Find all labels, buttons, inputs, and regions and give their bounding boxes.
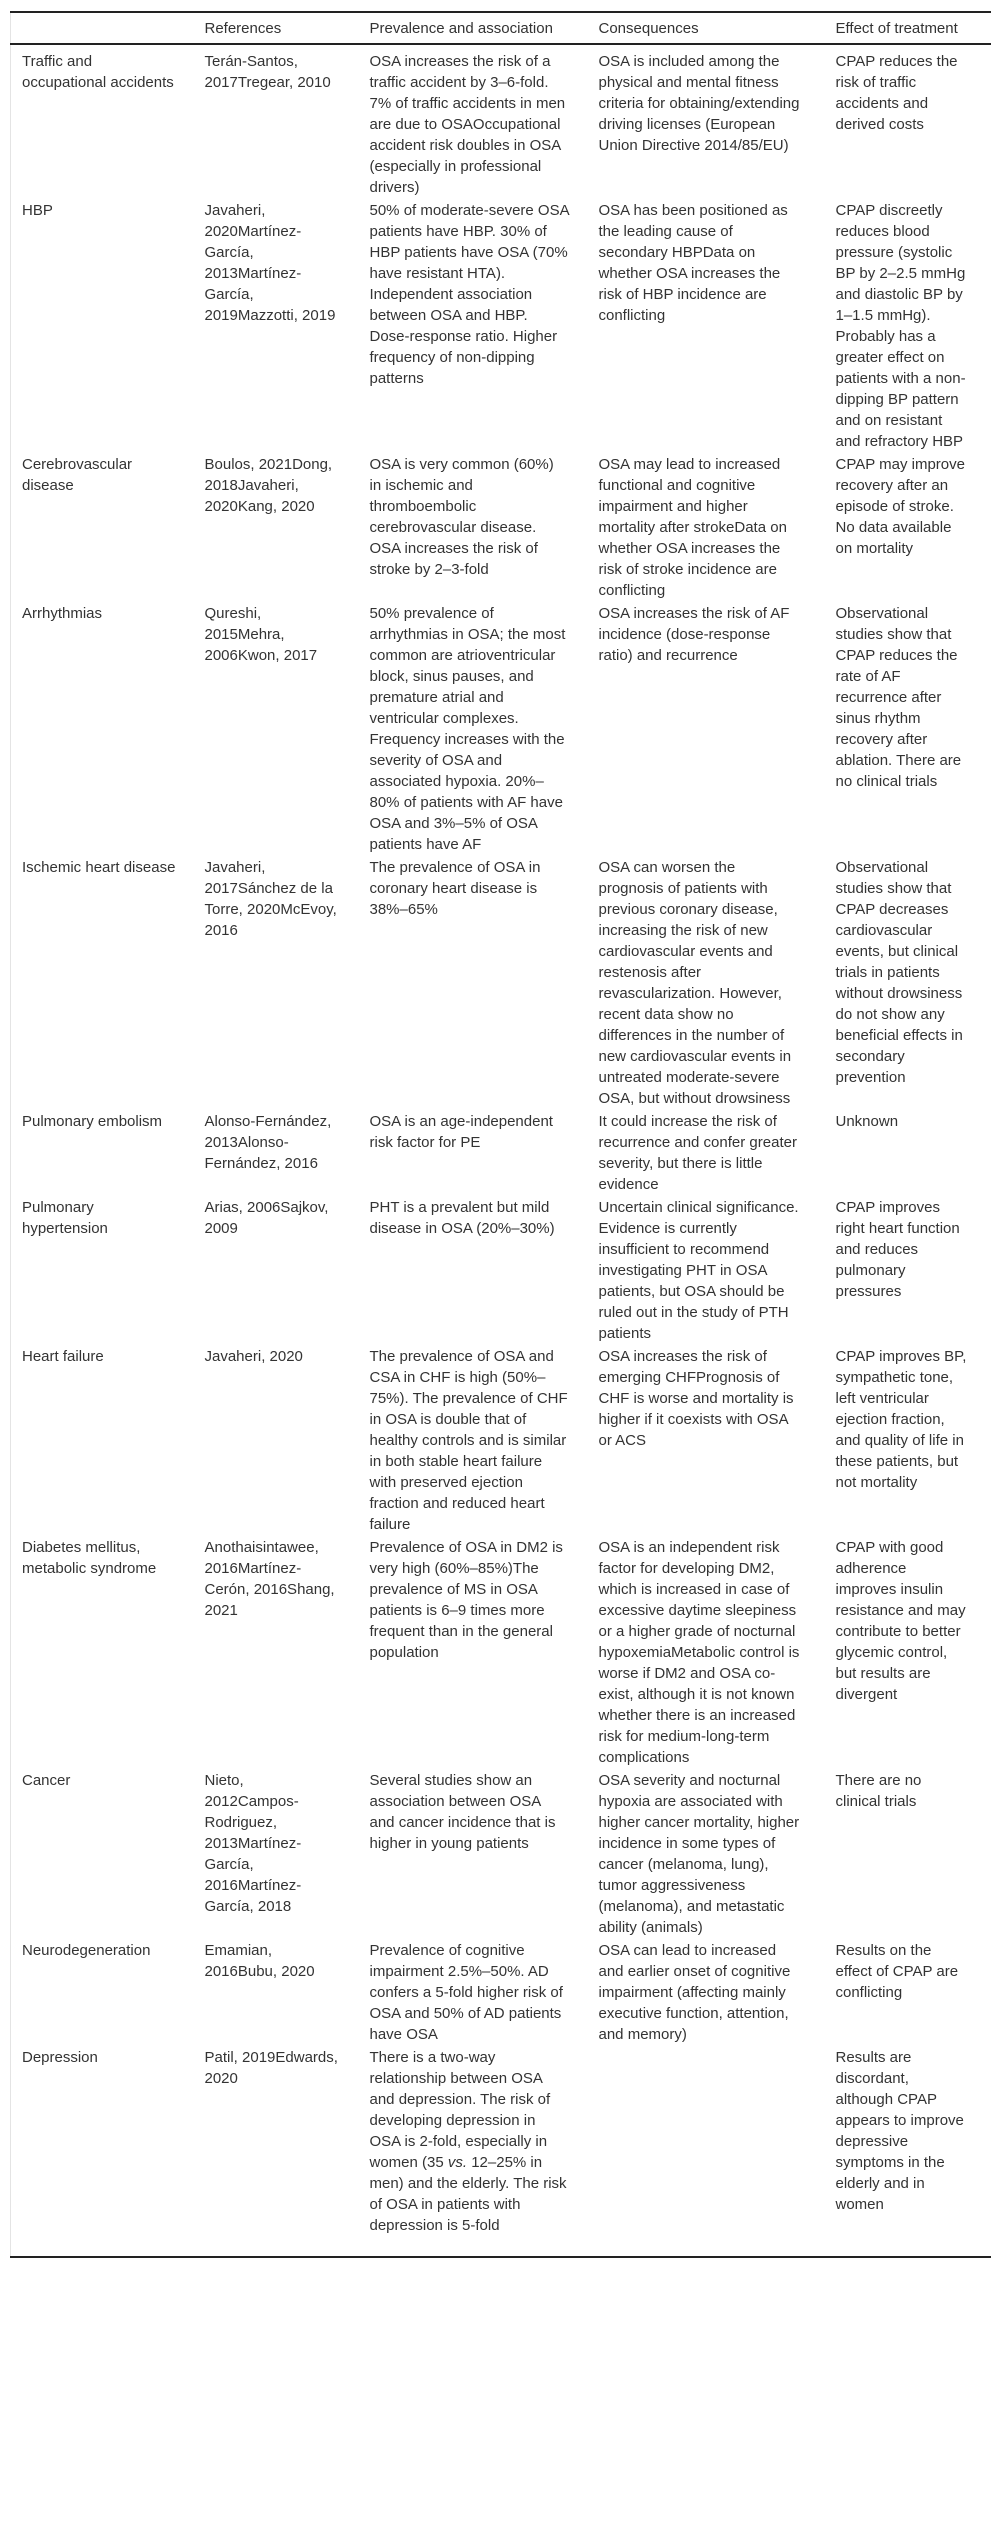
consequences-cell: OSA increases the risk of emerging CHFPrognosis of CHF is worse and mortality is higher if it coexists with OSA or ACS bbox=[598, 1348, 794, 1449]
table-row bbox=[11, 1939, 991, 2046]
condition-cell: HBP bbox=[22, 202, 53, 219]
consequences-cell: OSA is an independent risk factor for developing DM2, which is increased in case of excessive daytime sleepiness or a higher grade of nocturnal hypoxemiaMetabolic control is worse if DM2 and OSA co-exist, although it is not known whether there is an increased risk for medium-long-term complications bbox=[598, 1539, 800, 1766]
references-cell: Javaheri, 2020 bbox=[204, 1348, 303, 1365]
header-references: References bbox=[204, 20, 282, 37]
condition-cell: Arrhythmias bbox=[22, 605, 103, 622]
treatment-effect-cell: CPAP improves right heart function and reduces pulmonary pressures bbox=[835, 1199, 960, 1300]
consequences-cell: OSA may lead to increased functional and cognitive impairment and higher mortality after strokeData on whether OSA increases the risk of stroke incidence are conflicting bbox=[598, 456, 787, 599]
consequences-cell: OSA can lead to increased and earlier onset of cognitive impairment (affecting mainly executive function, attention, and memory) bbox=[598, 1942, 791, 2043]
italic-text: vs. bbox=[447, 2154, 468, 2171]
treatment-effect-cell: CPAP improves BP, sympathetic tone, left ventricular ejection fraction, and quality of life in these patients, but not mortality bbox=[835, 1348, 967, 1491]
treatment-effect-cell: CPAP with good adherence improves insulin resistance and may contribute to better glycemic control, but results are divergent bbox=[835, 1539, 966, 1703]
prevalence-cell: OSA increases the risk of a traffic accident by 3–6-fold. 7% of traffic accidents in men are due to OSAOccupational accident risk doubles in OSA (especially in professional drivers) bbox=[369, 53, 566, 196]
condition-cell: Heart failure bbox=[22, 1348, 104, 1365]
consequences-cell: OSA severity and nocturnal hypoxia are associated with higher cancer mortality, higher incidence in some types of cancer (melanoma, lung), tumor aggressiveness (melanoma), and metastatic ability (animals) bbox=[598, 1772, 800, 1936]
condition-cell: Cerebrovascular disease bbox=[22, 456, 133, 494]
references-cell: Patil, 2019Edwards, 2020 bbox=[204, 2049, 338, 2087]
references-cell: Nieto, 2012Campos-Rodriguez, 2013Martínez-García, 2016Martínez-García, 2018 bbox=[204, 1772, 302, 1915]
table-row bbox=[11, 1769, 991, 1939]
cell-text: There is a two-way relationship between OSA and depression. The risk of developing depression in OSA is 2-fold, especially in women (35 bbox=[369, 2049, 551, 2171]
references-cell: Arias, 2006Sajkov, 2009 bbox=[204, 1199, 329, 1237]
treatment-effect-cell: Results are discordant, although CPAP appears to improve depressive symptoms in the elderly and in women bbox=[835, 2049, 964, 2213]
prevalence-cell: 50% prevalence of arrhythmias in OSA; the most common are atrioventricular block, sinus pauses, and premature atrial and ventricular complexes. Frequency increases with the severity of OSA and associated hypoxia. 20%–80% of patients with AF have OSA and 3%–5% of OSA patients have AF bbox=[369, 605, 566, 853]
header-treatment-effect: Effect of treatment bbox=[835, 20, 958, 37]
prevalence-cell: OSA is very common (60%) in ischemic and thromboembolic cerebrovascular disease. OSA increases the risk of stroke by 2–3-fold bbox=[369, 456, 554, 578]
references-cell: Boulos, 2021Dong, 2018Javaheri, 2020Kang, 2020 bbox=[204, 456, 333, 515]
condition-cell: Pulmonary embolism bbox=[22, 1113, 163, 1130]
table-row bbox=[11, 1110, 991, 1196]
prevalence-cell: Several studies show an association between OSA and cancer incidence that is higher in young patients bbox=[369, 1772, 556, 1852]
references-cell: Qureshi, 2015Mehra, 2006Kwon, 2017 bbox=[204, 605, 318, 664]
table-row bbox=[11, 199, 991, 453]
table-row bbox=[11, 856, 991, 1110]
condition-cell: Cancer bbox=[22, 1772, 71, 1789]
consequences-cell: Uncertain clinical significance. Evidence is currently insufficient to recommend investigating PHT in OSA patients, but OSA should be ruled out in the study of PTH patients bbox=[598, 1199, 799, 1342]
condition-cell: Ischemic heart disease bbox=[22, 859, 176, 876]
table-header-row bbox=[11, 12, 991, 44]
treatment-effect-cell: Results on the effect of CPAP are conflicting bbox=[835, 1942, 959, 2001]
references-cell: Anothaisintawee, 2016Martínez-Cerón, 2016Shang, 2021 bbox=[204, 1539, 335, 1619]
prevalence-cell: PHT is a prevalent but mild disease in OSA (20%–30%) bbox=[369, 1199, 555, 1237]
table-row bbox=[11, 2046, 991, 2257]
header-condition bbox=[11, 12, 205, 44]
consequences-cell: OSA can worsen the prognosis of patients with previous coronary disease, increasing the risk of new cardiovascular events and restenosis after revascularization. However, recent data show no differences in the number of new cardiovascular events in untreated moderate-severe OSA, but without drowsiness bbox=[598, 859, 792, 1107]
condition-cell: Depression bbox=[22, 2049, 98, 2066]
treatment-effect-cell: There are no clinical trials bbox=[835, 1772, 922, 1810]
consequences-cell: OSA is included among the physical and mental fitness criteria for obtaining/extending driving licenses (European Union Directive 2014/85/EU) bbox=[598, 53, 800, 154]
treatment-effect-cell: Observational studies show that CPAP decreases cardiovascular events, but clinical trials in patients without drowsiness do not show any beneficial effects in secondary prevention bbox=[835, 859, 963, 1086]
references-cell: Terán-Santos, 2017Tregear, 2010 bbox=[204, 53, 331, 91]
prevalence-cell bbox=[370, 2046, 599, 2257]
table-row bbox=[11, 602, 991, 856]
treatment-effect-cell: CPAP may improve recovery after an episode of stroke. No data available on mortality bbox=[835, 456, 965, 557]
header-consequences: Consequences bbox=[598, 20, 699, 37]
prevalence-cell: The prevalence of OSA in coronary heart disease is 38%–65% bbox=[369, 859, 541, 918]
references-cell: Javaheri, 2017Sánchez de la Torre, 2020McEvoy, 2016 bbox=[204, 859, 337, 939]
cell-text: 12–25% in men) and the elderly. The risk of OSA in patients with depression is 5-fold bbox=[369, 2154, 567, 2234]
consequences-cell: OSA increases the risk of AF incidence (dose-response ratio) and recurrence bbox=[598, 605, 790, 664]
condition-cell: Pulmonary hypertension bbox=[22, 1199, 108, 1237]
prevalence-cell: Prevalence of cognitive impairment 2.5%–50%. AD confers a 5-fold higher risk of OSA and 50% of AD patients have OSA bbox=[369, 1942, 563, 2043]
table-row bbox=[11, 1345, 991, 1536]
consequences-cell: OSA has been positioned as the leading cause of secondary HBPData on whether OSA increases the risk of HBP incidence are conflicting bbox=[598, 202, 788, 324]
condition-cell: Neurodegeneration bbox=[22, 1942, 151, 1959]
prevalence-cell: 50% of moderate-severe OSA patients have HBP. 30% of HBP patients have OSA (70% have resistant HTA). Independent association between OSA and HBP. Dose-response ratio. Higher frequency of non-dipping patterns bbox=[369, 202, 569, 387]
consequences-cell: It could increase the risk of recurrence and confer greater severity, but there is little evidence bbox=[598, 1113, 797, 1193]
table-row bbox=[11, 1536, 991, 1769]
table-row bbox=[11, 1196, 991, 1345]
treatment-effect-cell: CPAP reduces the risk of traffic accidents and derived costs bbox=[835, 53, 958, 133]
table-body bbox=[11, 44, 991, 2257]
references-cell: Alonso-Fernández, 2013Alonso-Fernández, 2016 bbox=[204, 1113, 332, 1172]
condition-cell: Traffic and occupational accidents bbox=[22, 53, 174, 91]
treatment-effect-cell: Unknown bbox=[835, 1113, 899, 1130]
treatment-effect-cell: CPAP discreetly reduces blood pressure (systolic BP by 2–2.5 mmHg and diastolic BP by 1–1.5 mmHg). Probably has a greater effect on patients with a non-dipping BP pattern and on resistant and refractory HBP bbox=[835, 202, 966, 450]
condition-cell: Diabetes mellitus, metabolic syndrome bbox=[22, 1539, 157, 1577]
prevalence-cell: The prevalence of OSA and CSA in CHF is high (50%–75%). The prevalence of CHF in OSA is double that of healthy controls and is similar in both stable heart failure with preserved ejection fraction and reduced heart failure bbox=[369, 1348, 568, 1533]
prevalence-cell: OSA is an age-independent risk factor for PE bbox=[369, 1113, 553, 1151]
prevalence-cell: Prevalence of OSA in DM2 is very high (60%–85%)The prevalence of MS in OSA patients is 6–9 times more frequent than in the general population bbox=[369, 1539, 563, 1661]
consequences-cell bbox=[599, 2046, 836, 2257]
references-cell: Emamian, 2016Bubu, 2020 bbox=[204, 1942, 315, 1980]
references-cell: Javaheri, 2020Martínez-García, 2013Martínez-García, 2019Mazzotti, 2019 bbox=[204, 202, 336, 324]
table-row bbox=[11, 44, 991, 199]
table-row bbox=[11, 453, 991, 602]
comorbidities-table bbox=[10, 11, 991, 2258]
treatment-effect-cell: Observational studies show that CPAP reduces the rate of AF recurrence after sinus rhythm recovery after ablation. There are no clinical trials bbox=[835, 605, 962, 790]
header-prevalence: Prevalence and association bbox=[369, 20, 553, 37]
